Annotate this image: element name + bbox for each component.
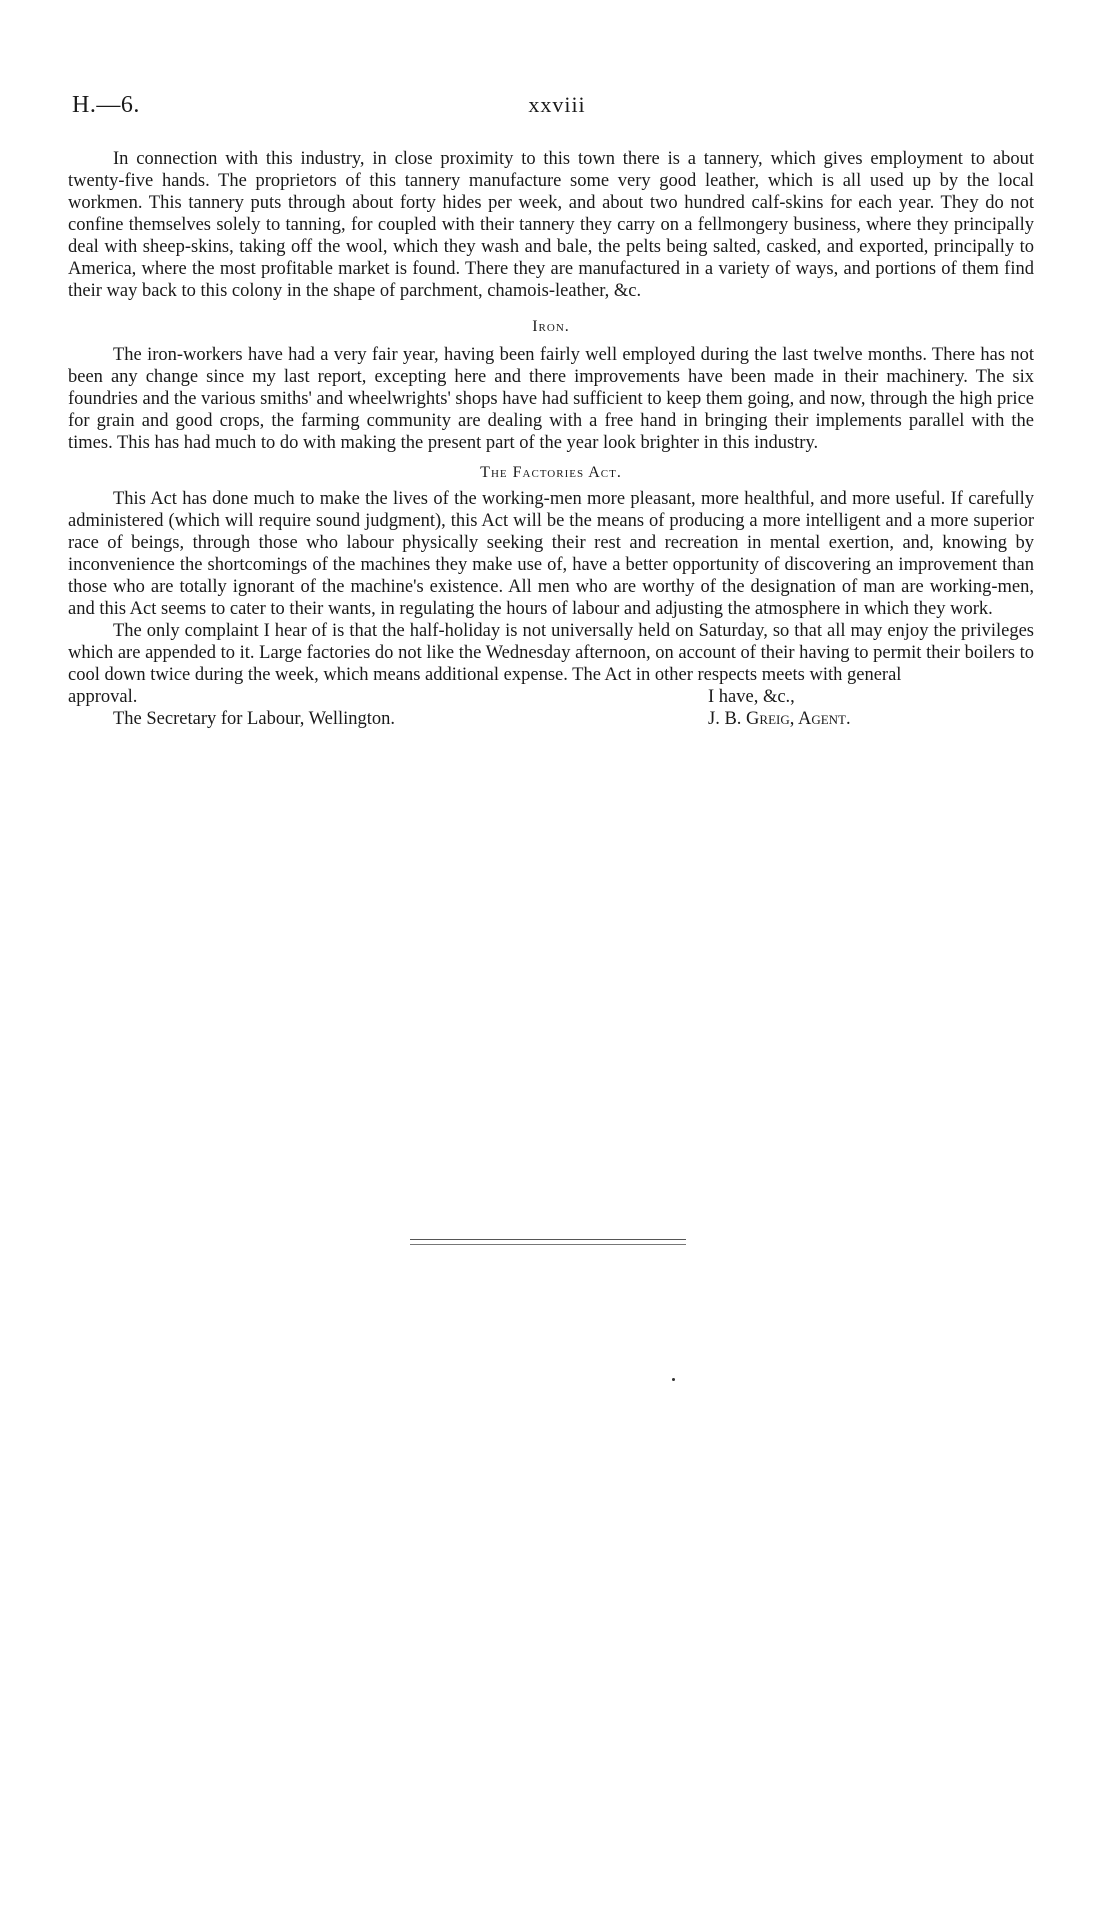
report-body (68, 148, 1034, 730)
iron-paragraph: The iron-workers have had a very fair year, having been fairly well employed during the last twelve months. There has not been any change since my last report, excepting here and there improvements have been made in their machinery. The six foundries and the various smiths' and wheelwrights' shops have had sufficient to keep them going, and now, through the high price for grain and good crops, the farming community are dealing with a free hand in bringing their implements parallel with the times. This has had much to do with making the present part of the year look brighter in this industry. (68, 345, 1034, 453)
factories-act-paragraph-2: The only complaint I hear of is that the half-holiday is not universally held on Saturday, so that all may enjoy the privileges which are appended to it. Large factories do not like the Wednesday afternoon, on account of their having to permit their boilers to cool down twice during the week, which means additional expense. The Act in other respects meets with general (68, 621, 1034, 685)
signature: J. B. Greig, Agent. (708, 709, 851, 729)
closing-last-word: approval. (68, 687, 138, 707)
end-rule-divider (410, 1239, 686, 1245)
salutation: I have, &c., (708, 687, 795, 707)
parliamentary-paper-reference: H.—6. (72, 92, 140, 118)
tannery-paragraph: In connection with this industry, in close proximity to this town there is a tannery, which gives employment to about twenty-five hands. The proprietors of this tannery manufacture some very good leather, which is all used up by the local workmen. This tannery puts through about forty hides per week, and about two hundred calf-skins for each year. They do not confine themselves solely to tanning, for coupled with their tannery they carry on a fellmongery business, where they principally deal with sheep-skins, taking off the wool, which they wash and bale, the pelts being salted, casked, and exported, principally to America, where the most profitable market is found. There they are manufactured in a variety of ways, and portions of them find their way back to this colony in the shape of parchment, chamois-leather, &c. (68, 149, 1034, 301)
recipient: The Secretary for Labour, Wellington. (113, 709, 396, 729)
factories-act-paragraph-1: This Act has done much to make the lives of the working-men more pleasant, more healthful, and more useful. If carefully administered (which will require sound judgment), this Act will be the means of producing a more intelligent and a more superior race of beings, through those who labour physically seeking their rest and recreation in mental exertion, and, knowing by inconvenience the shortcomings of the machines they make use of, have a better opportunity of discovering an improvement than those who are totally ignorant of the machine's existence. All men who are worthy of the designation of man are working-men, and this Act seems to cater to their wants, in regulating the hours of labour and adjusting the atmosphere in which they work. (68, 489, 1034, 619)
factories-act-heading: The Factories Act. (480, 464, 622, 481)
page-number: xxviii (528, 92, 586, 117)
iron-heading: Iron. (532, 318, 570, 335)
closing-line (68, 686, 1034, 708)
print-speck (672, 1378, 675, 1381)
signature-line (68, 708, 1034, 730)
